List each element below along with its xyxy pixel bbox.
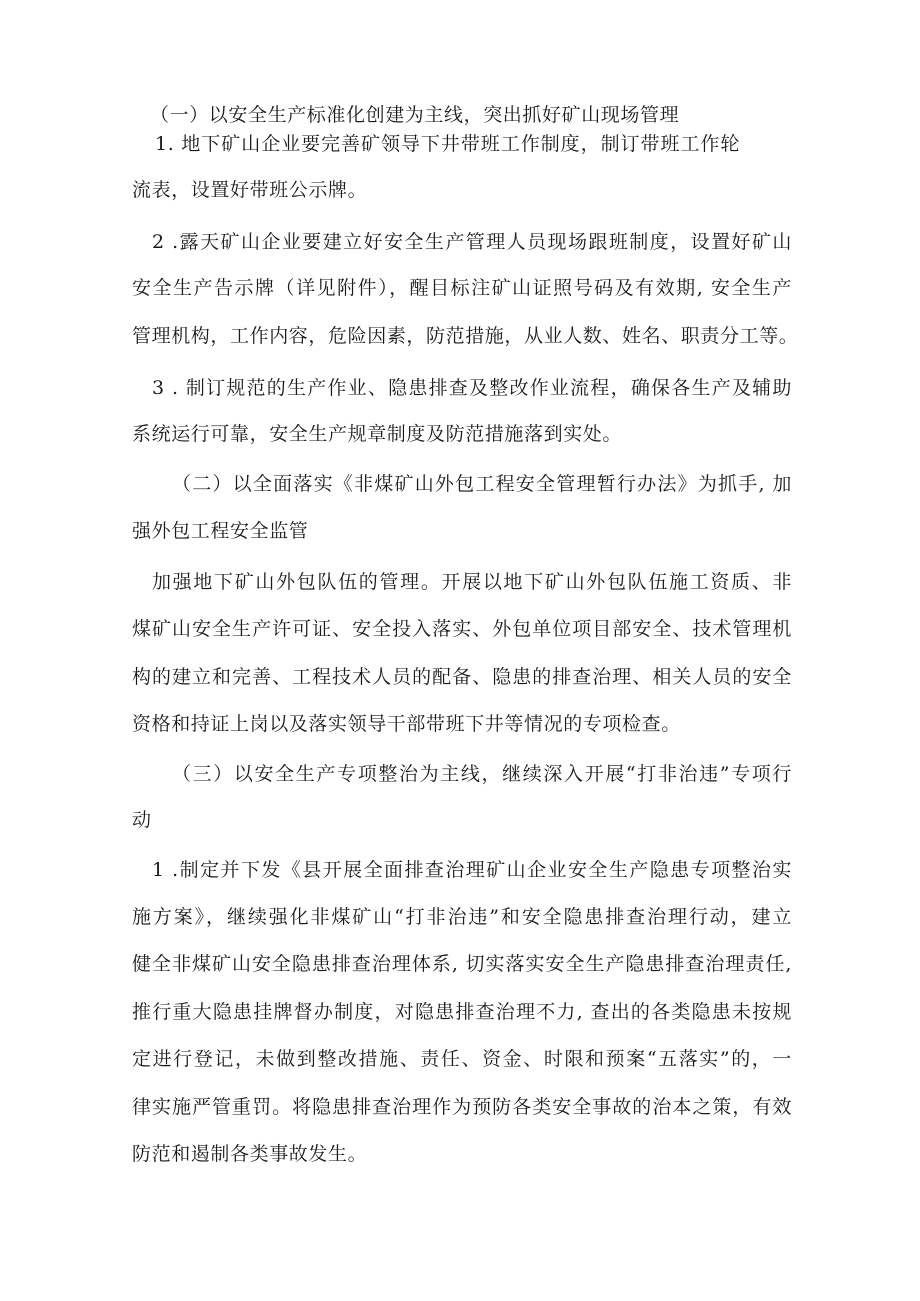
section1-item2-line3: 管理机构，工作内容，危险因素，防范措施，从业人数、姓名、职责分工等。	[132, 325, 799, 347]
section1-item3-line1: 3 . 制订规范的生产作业、隐患排查及整改作业流程，确保各生产及辅助	[152, 377, 792, 399]
section3-item1-line5: 定进行登记，未做到整改措施、责任、资金、时限和预案“五落实”的，一	[132, 1048, 792, 1070]
section1-heading: （一）以安全生产标准化创建为主线，突出抓好矿山现场管理	[150, 104, 680, 126]
section3-item1-line7: 防范和遏制各类事故发生。	[132, 1143, 368, 1165]
section3-heading-line1: （三）以安全生产专项整治为主线，继续深入开展“打非治违”专项行	[172, 763, 792, 785]
section2-body-line1: 加强地下矿山外包队伍的管理。开展以地下矿山外包队伍施工资质、非	[152, 571, 792, 593]
section3-item1-line3: 健全非煤矿山安全隐患排查治理体系, 切实落实安全生产隐患排查治理责任,	[132, 953, 792, 975]
section2-body-line3: 构的建立和完善、工程技术人员的配备、隐患的排查治理、相关人员的安全	[132, 666, 792, 688]
section3-item1-line6: 律实施严管重罚。将隐患排查治理作为预防各类安全事故的治本之策，有效	[132, 1096, 792, 1118]
section1-item2-line2: 安全生产告示牌（详见附件），醒目标注矿山证照号码及有效期, 安全生产	[132, 277, 792, 299]
section2-body-line4: 资格和持证上岗以及落实领导干部带班下井等情况的专项检查。	[132, 713, 681, 735]
section1-item3-line2: 系统运行可靠，安全生产规章制度及防范措施落到实处。	[132, 423, 623, 445]
section2-body-line2: 煤矿山安全生产许可证、安全投入落实、外包单位项目部安全、技术管理机	[132, 618, 792, 640]
section3-item1-line1: 1 .制定并下发《县开展全面排查治理矿山企业安全生产隐患专项整治实	[152, 859, 792, 881]
section3-item1-line2: 施方案》，继续强化非煤矿山“打非治违”和安全隐患排查治理行动，建立	[132, 906, 792, 928]
section1-item1-line1: 1. 地下矿山企业要完善矿领导下井带班工作制度，制订带班工作轮	[155, 133, 740, 155]
section2-heading-line1: （二）以全面落实《非煤矿山外包工程安全管理暂行办法》为抓手, 加	[172, 473, 792, 495]
section1-item2-line1: 2 .露天矿山企业要建立好安全生产管理人员现场跟班制度，设置好矿山	[152, 231, 792, 253]
section3-heading-line2: 动	[132, 809, 152, 831]
section3-item1-line4: 推行重大隐患挂牌督办制度，对隐患排查治理不力, 查出的各类隐患未按规	[132, 1001, 792, 1023]
section2-heading-line2: 强外包工程安全监管	[132, 520, 309, 542]
section1-item1-line2: 流表，设置好带班公示牌。	[132, 179, 368, 201]
